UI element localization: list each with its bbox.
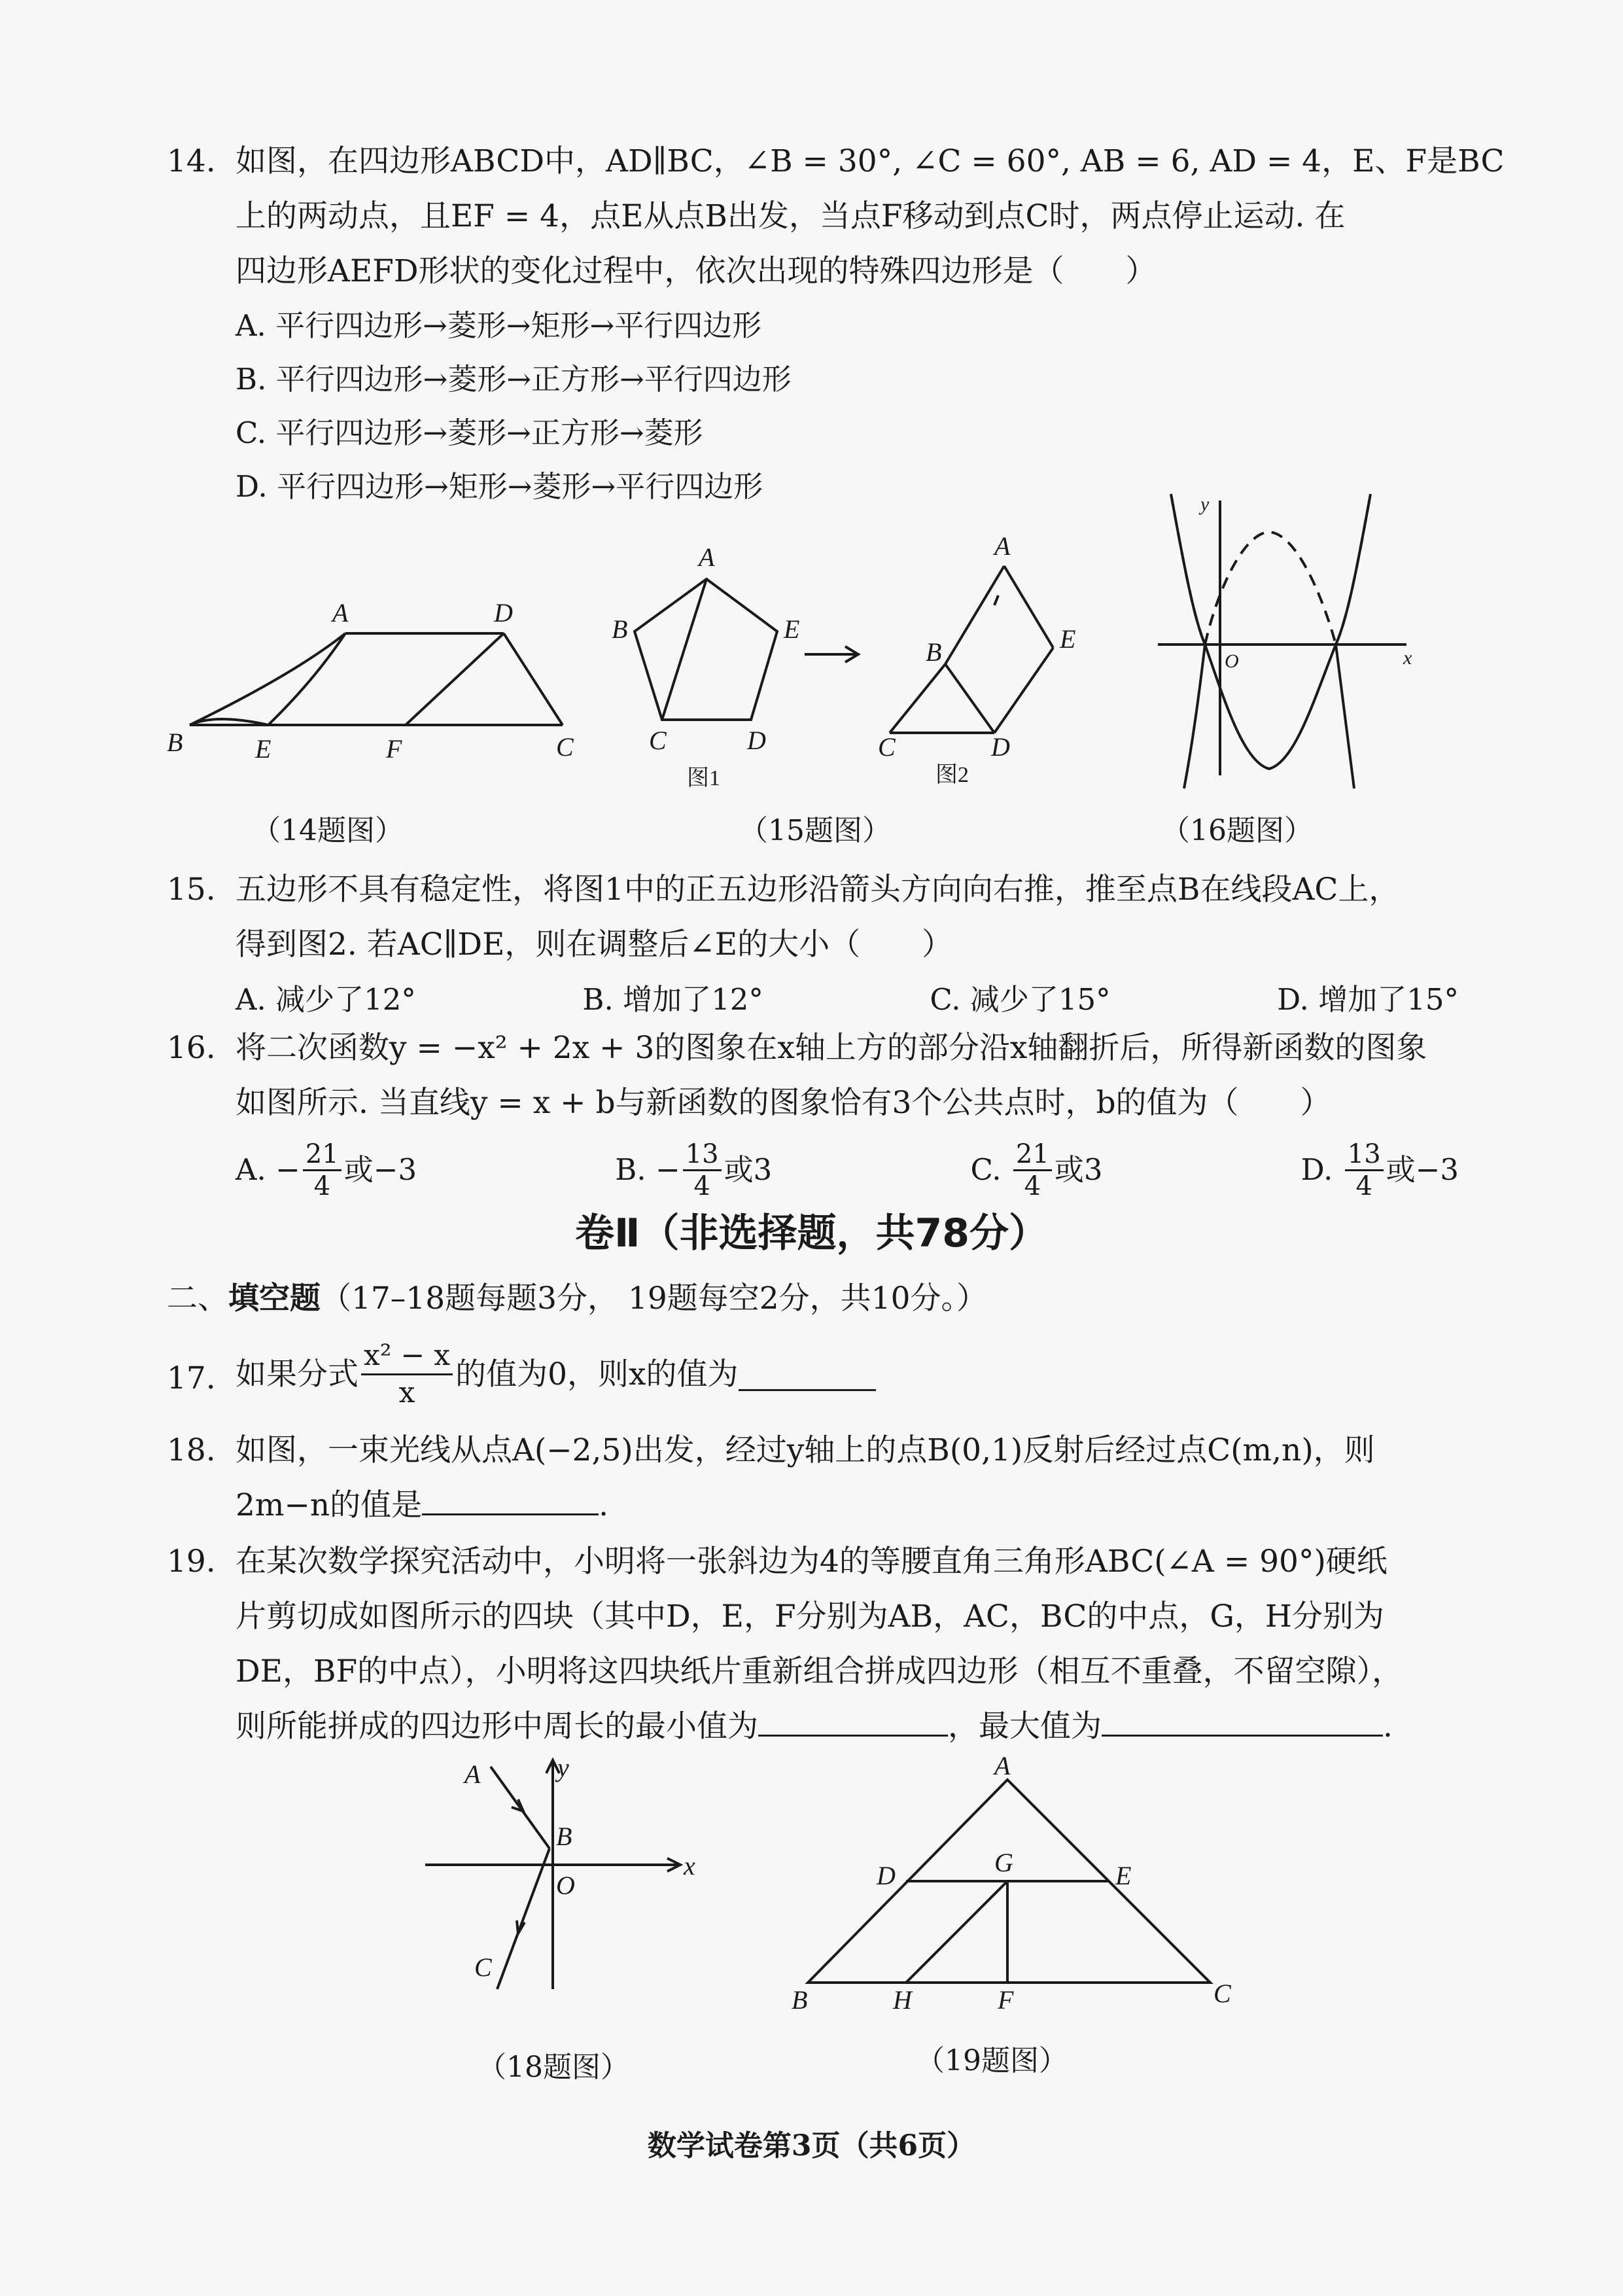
figure-caption: （16题图） (1161, 814, 1313, 847)
point-label: E (784, 614, 800, 644)
answer-blank-max[interactable] (1102, 1703, 1383, 1737)
point-label: D (494, 598, 513, 627)
point-label: F (998, 1985, 1014, 2015)
point-label: B (556, 1822, 572, 1851)
origin-label: O (1225, 650, 1239, 672)
fraction: $\frac{13}{4}$ (1345, 1139, 1384, 1201)
question-text: 上的两动点，且EF = 4，点E从点B出发，当点F移动到点C时，两点停止运动. 在 (236, 198, 1346, 234)
option-c[interactable]: C. $\frac{21}{4}$ 或3 (970, 1139, 1103, 1201)
question-15 (167, 862, 1469, 1027)
question-number: 18. (167, 1432, 216, 1468)
option-b[interactable]: B. 平行四边形→菱形→正方形→平行四边形 (236, 362, 792, 397)
point-label: B (167, 728, 183, 757)
fraction: $\frac{21}{4}$ (1013, 1139, 1052, 1201)
axis-label: x (684, 1851, 695, 1881)
figure-caption: （15题图） (739, 814, 891, 847)
question-text: 五边形不具有稳定性，将图1中的正五边形沿箭头方向向右推，推至点B在线段AC上， (236, 872, 1400, 908)
page-footer: 数学试卷第3页（共6页） (647, 2129, 976, 2163)
figure-14-trapezoid (164, 576, 608, 772)
option-c[interactable]: C. 平行四边形→菱形→正方形→菱形 (236, 415, 703, 450)
question-text: 片剪切成如图所示的四块（其中D，E，F分别为AB，AC，BC的中点，G，H分别为 (236, 1598, 1384, 1634)
point-label: E (255, 734, 271, 764)
point-label: H (893, 1985, 912, 2015)
point-label: A (994, 531, 1011, 561)
point-label: C (1213, 1979, 1231, 2008)
point-label: C (649, 726, 667, 755)
point-label: D (877, 1861, 896, 1890)
option-b[interactable]: B. 增加了12° (582, 982, 763, 1017)
question-text: 如图所示. 当直线y = x + b与新函数的图象恰有3个公共点时，b的值为（ ） (236, 1085, 1331, 1121)
question-text: 如图，一束光线从点A(−2,5)出发，经过y轴上的点B(0,1)反射后经过点C(m,n)，则 (236, 1432, 1375, 1468)
point-label: A (994, 1751, 1011, 1780)
figure-sub-caption: 图2 (935, 763, 969, 787)
axis-label: y (557, 1753, 569, 1782)
question-text: 得到图2. 若AC∥DE，则在调整后∠E的大小（ ） (236, 927, 953, 963)
point-label: A (332, 598, 349, 627)
point-label: B (792, 1985, 808, 2015)
section-heading: 二、填空题（17–18题每题3分， 19题每空2分，共10分。） (167, 1280, 987, 1316)
point-label: E (1060, 624, 1076, 654)
point-label: C (474, 1952, 492, 1982)
option-c[interactable]: C. 减少了15° (930, 982, 1111, 1017)
answer-blank[interactable] (739, 1358, 876, 1391)
point-label: B (926, 637, 942, 667)
question-number: 19. (167, 1544, 216, 1580)
figure-16-parabola (1145, 487, 1420, 788)
figure-18-light-reflection (419, 1754, 707, 2002)
figure-caption: （18题图） (478, 2051, 629, 2084)
point-label: E (1115, 1861, 1132, 1890)
figure-15-pentagon (602, 530, 1106, 805)
question-number: 16. (167, 1030, 216, 1066)
origin-label: O (556, 1871, 575, 1900)
question-text: 四边形AEFD形状的变化过程中，依次出现的特殊四边形是（ ） (236, 253, 1157, 289)
question-14 (167, 134, 1505, 514)
point-label: C (556, 732, 574, 762)
option-a[interactable]: A. 平行四边形→菱形→矩形→平行四边形 (236, 308, 762, 343)
point-label: D (747, 726, 766, 755)
option-a[interactable]: A. − $\frac{21}{4}$ 或−3 (236, 1139, 417, 1201)
question-text: 2m−n的值是 . (236, 1478, 1469, 1533)
fraction: $\frac{21}{4}$ (303, 1139, 341, 1201)
fraction: $\frac{\text{x² − x}}{x}$ (361, 1338, 453, 1411)
point-label: F (386, 734, 402, 764)
point-label: C (878, 732, 896, 762)
option-a[interactable]: A. 减少了12° (236, 982, 416, 1017)
option-d[interactable]: D. $\frac{13}{4}$ 或−3 (1300, 1139, 1459, 1201)
question-number: 15. (167, 872, 216, 908)
figure-sub-caption: 图1 (687, 766, 720, 790)
point-label: D (991, 732, 1010, 762)
question-text: 将二次函数y = −x² + 2x + 3的图象在x轴上方的部分沿x轴翻折后，所得新函数的图象 (236, 1030, 1427, 1066)
question-16 (167, 1021, 1469, 1209)
point-label: A (464, 1759, 481, 1789)
question-text: 如图，在四边形ABCD中，AD∥BC，∠B = 30°, ∠C = 60°, AB = 6, AD = 4，E、F是BC (236, 143, 1505, 179)
section-title: 卷Ⅱ（非选择题，共78分） (574, 1210, 1049, 1256)
answer-blank-min[interactable] (758, 1703, 948, 1737)
figure-caption: （19题图） (916, 2044, 1068, 2077)
question-18 (167, 1423, 1469, 1533)
point-label: A (699, 542, 715, 572)
figure-19-triangle (785, 1751, 1243, 2028)
question-17: 17. 如果分式 $\frac{\text{x² − x}}{x}$ 的值为0，则x的值为 (167, 1338, 1469, 1411)
question-number: 17. (167, 1360, 216, 1396)
axis-label: x (1403, 647, 1412, 669)
question-text: DE，BF的中点），小明将这四块纸片重新组合拼成四边形（相互不重叠，不留空隙）， (236, 1653, 1403, 1689)
question-number: 14. (167, 143, 216, 179)
fraction: $\frac{13}{4}$ (683, 1139, 722, 1201)
point-label: G (994, 1848, 1013, 1877)
option-d[interactable]: D. 增加了15° (1277, 982, 1459, 1017)
point-label: B (612, 614, 628, 644)
question-19 (167, 1534, 1469, 1754)
question-text: 则所能拼成的四边形中周长的最小值为 ，最大值为 . (236, 1699, 1469, 1754)
answer-blank[interactable] (422, 1482, 599, 1515)
figure-caption: （14题图） (252, 814, 404, 847)
axis-label: y (1200, 493, 1210, 515)
option-b[interactable]: B. − $\frac{13}{4}$ 或3 (615, 1139, 773, 1201)
question-text: 在某次数学探究活动中，小明将一张斜边为4的等腰直角三角形ABC(∠A = 90°)硬纸 (236, 1544, 1387, 1580)
option-d[interactable]: D. 平行四边形→矩形→菱形→平行四边形 (236, 469, 763, 504)
